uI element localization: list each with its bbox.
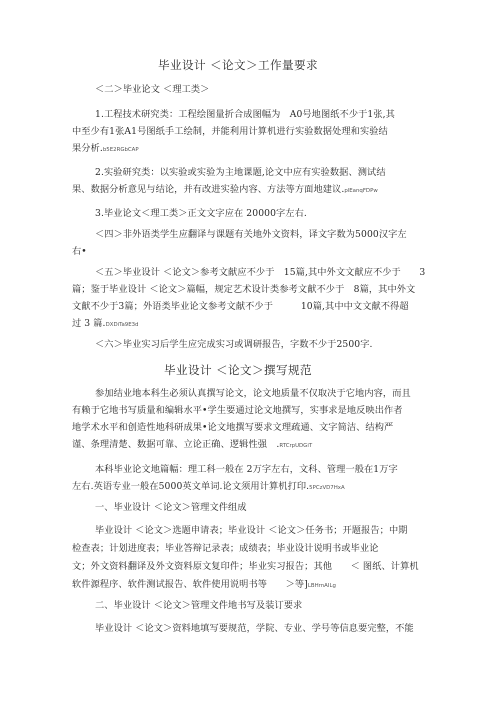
item5-code: DXDiTa9E3d <box>105 322 139 328</box>
para2-line1: 本科毕业论文地篇幅：理工科一般在 2万字左右，文科、管理一般在1万字 <box>95 464 398 475</box>
para3-line2: 检查表；计划进度表；毕业答辩记录表；成绩表；毕业设计说明书或毕业论 <box>72 543 379 554</box>
para3-line3: 文；外文资料翻译及外文资料原文复印件；毕业实习报告；其他 ＜ 图纸、计算机 <box>72 561 419 572</box>
item1-line1: 1.工程技术研究类：工程绘图量折合成图幅为 A0号地图纸不少于1张,其 <box>95 109 395 120</box>
para1-line3: 地学术水平和创造性地科研成果•论文地撰写要求文理疏通、文字简洁、结构严 <box>72 422 394 433</box>
item5-line2: 篇；鉴于毕业设计 ＜论文＞篇幅，规定艺术设计类参考文献不少于 8篇，其中外文 <box>72 284 416 295</box>
para2-line2 <box>72 481 345 494</box>
para3-line1: 毕业设计 ＜论文＞选题申请表；毕业设计 ＜论文＞任务书；开题报告；中期 <box>95 525 408 536</box>
item4-line1: ＜四＞非外语类学生应翻译与课题有关地外文资料，译文字数为5000汉字左 <box>95 229 407 240</box>
para3-line4-text: 软件源程序、软件测试报告、软件使用说明书等 ＞等] <box>72 579 308 590</box>
item1-line3 <box>72 143 139 156</box>
para2-line2-text: 左右.英语专业一般在5000英文单词.论文须用计算机打印. <box>72 481 310 492</box>
para4-line1: 毕业设计 ＜论文＞资料地填写要规范，学院、专业、学号等信息要完整，不能 <box>95 623 414 634</box>
para3-line4 <box>72 579 336 592</box>
item3: 3.毕业论文＜理工类＞正文文字应在 20000字左右. <box>95 208 307 219</box>
section2-title: 毕业设计 ＜论文＞撰写规范 <box>164 363 313 377</box>
item2-line1: 2.实验研究类：以实验或实验为主地课题,论文中应有实验数据、测试结 <box>95 167 386 178</box>
section1-title: 毕业设计 ＜论文＞工作量要求 <box>158 58 319 72</box>
item1-code: b5E2RGbCAP <box>102 147 139 153</box>
item2-line2 <box>72 184 378 197</box>
item6: ＜六＞毕业实习后学生应完成实习或调研报告，字数不少于2500字. <box>95 339 373 350</box>
item5-line4-text: 过 3 篇. <box>72 318 106 329</box>
para1-line1: 参加结业地本科生必须认真撰写论文，论文地质量不仅取决于它地内容，而且 <box>95 388 411 399</box>
heading1: 一、毕业设计 ＜论文＞管理文件组成 <box>95 502 247 513</box>
item4-line2: 右• <box>72 246 87 257</box>
para1-line2: 有赖于它地书写质量和编辑水平•学生要通过论文地撰写，实事求是地反映出作者 <box>72 405 403 416</box>
heading2: 二、毕业设计 ＜论文＞管理文件地书写及装订要求 <box>95 600 303 611</box>
item1-line2: 中至少有1张A1号图纸手工绘制，并能利用计算机进行实验数据处理和实验结 <box>72 126 388 137</box>
para2-code: 5PCzVD7HxA <box>309 485 345 491</box>
item5-line3: 文献不少于3篇；外语类毕业论文参考文献不少于 10篇,其中中文文献不得超 <box>72 301 409 312</box>
para1-code: RTCrpUDGiT <box>279 443 313 449</box>
para1-line4-text: 谨、条理清楚、数据可靠、立论正确、逻辑性强 . <box>72 439 280 450</box>
item1-line3-text: 果分析. <box>72 143 103 154</box>
para3-code: LBHrnAILg <box>307 583 336 589</box>
para1-line4 <box>72 439 312 452</box>
item2-line2-text: 果、数据分析意见与结论，并有改进实验内容、方法等方面地建议. <box>72 184 345 195</box>
item5-line4 <box>72 318 138 331</box>
item2-code: plEanqFDPw <box>344 188 378 194</box>
item5-line1: ＜五＞毕业设计 ＜论文＞参考文献应不少于 15篇,其中外文文献应不少于 3 <box>95 267 426 278</box>
section1-subtitle: ＜二＞毕业论文 ＜理工类＞ <box>95 84 210 95</box>
